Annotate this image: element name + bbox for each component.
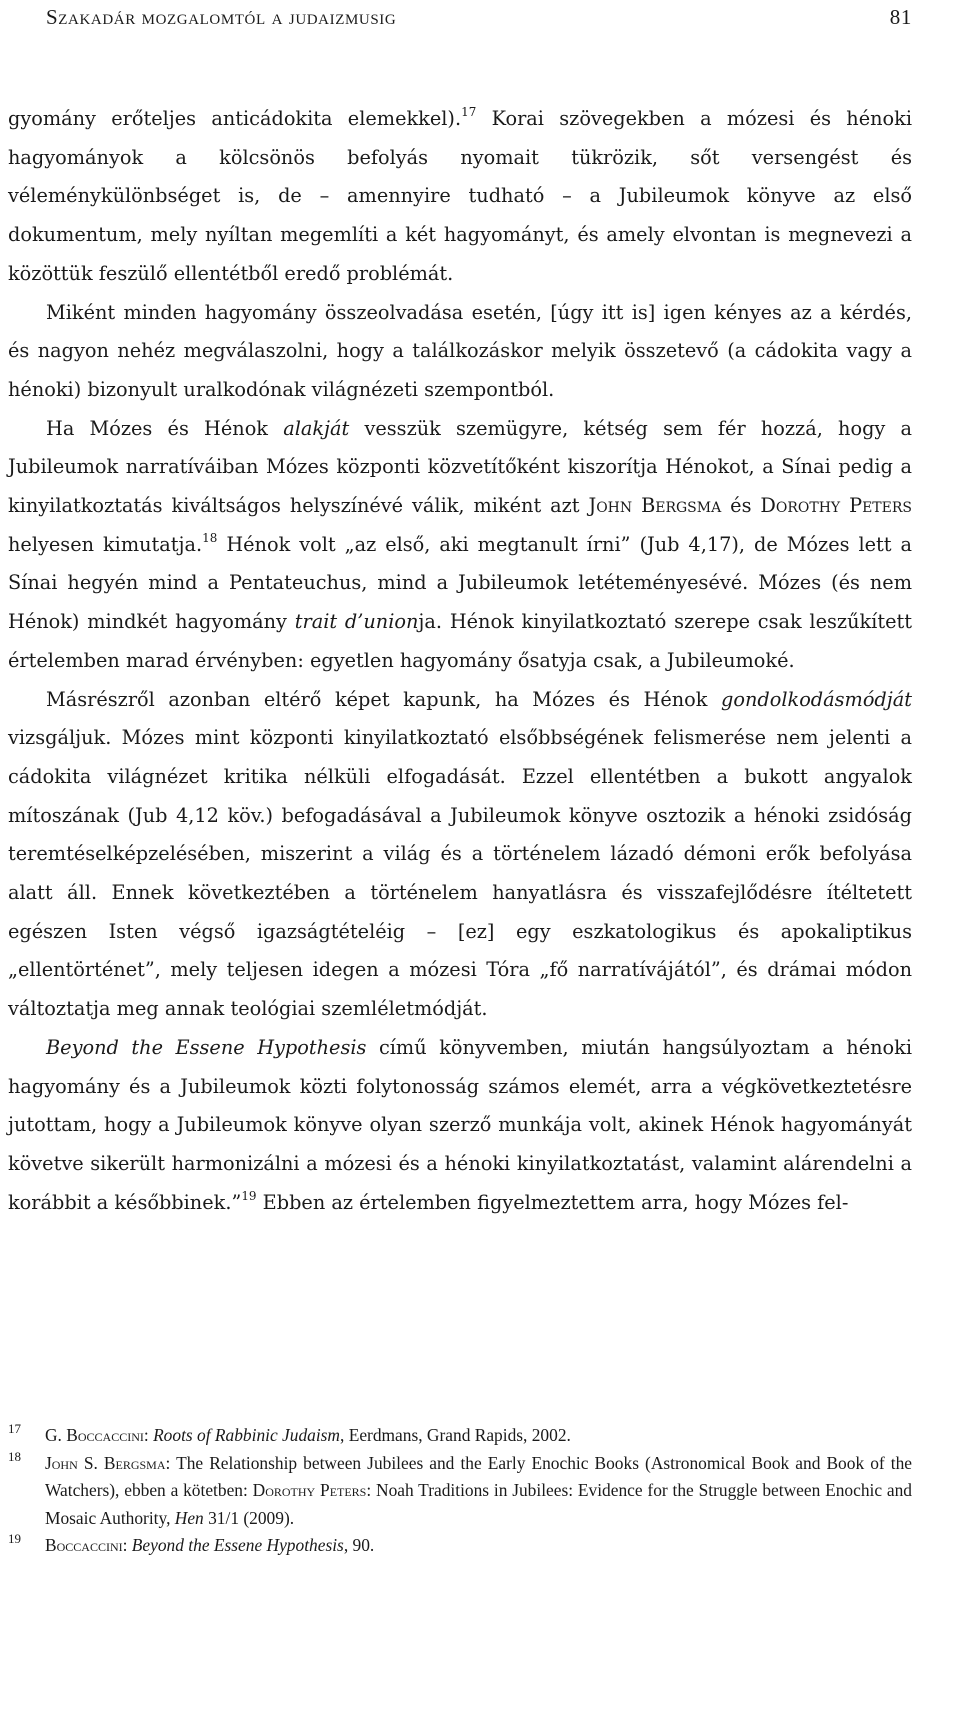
footnote-18: 18 John S. Bergsma: The Relationship between Jubilees and the Early Enochic Books (Astronomical Book and Book of the Watchers), ebben a kötetben: Dorothy Peters: Noah Traditions in Jubilees: Evidence for the Struggle between Enochic and Mosaic Authority, Hen 31/1 (2009). bbox=[8, 1450, 912, 1533]
running-head bbox=[46, 0, 912, 34]
running-title: Szakadár mozgalomtól a judaizmusig bbox=[46, 4, 397, 29]
paragraph-2: Miként minden hagyomány összeolvadása esetén, [úgy itt is] igen kényes az a kérdés, és nagyon nehéz megválaszolni, hogy a találkozáskor melyik összetevő (a cádokita vagy a hénoki) bizonyult uralkodónak világnézeti szempontból. bbox=[8, 300, 912, 401]
footnote-number: 18 bbox=[8, 1448, 21, 1464]
footnote-19: 19 Boccaccini: Beyond the Essene Hypothesis, 90. bbox=[8, 1532, 912, 1560]
page-number: 81 bbox=[889, 4, 912, 29]
footnote-ref-17[interactable]: 17 bbox=[461, 105, 477, 120]
footnotes bbox=[8, 1422, 912, 1560]
book-title: Beyond the Essene Hypothesis bbox=[46, 1035, 367, 1059]
paragraph-3: Ha Mózes és Hénok alakját vesszük szemügyre, kétség sem fér hozzá, hogy a Jubileumok narratíváiban Mózes központi közvetítőként kiszorítja Hénokot, a Sínai pedig a kinyilatkoztatás kiváltságos helyszínévé válik, miként azt John Bergsma és Dorothy Peters helyesen kimutatja.$^{18}$ Hénok volt „az első, aki megtanult írni” (Jub 4,17), de Mózes lett a Sínai hegyén mind a Pentateuchus, mind a Jubileumok letéteményesévé. Mózes (és nem Hénok) mindkét hagyomány trait d’unionja. Hénok kinyilatkoztató szerepe csak leszűkített értelemben marad érvényben: egyetlen hagyomány ősatyja csak, a Jubileumoké. bbox=[8, 416, 913, 672]
author-name: John Bergsma bbox=[588, 494, 722, 518]
author-name: Dorothy Peters bbox=[760, 494, 912, 518]
paragraph-5: Beyond the Essene Hypothesis című könyvemben, miután hangsúlyoztam a hénoki hagyomány és a Jubileumok közti folytonosság számos elemét, arra a végkövetkeztetésre jutottam, hogy a Jubileumok könyve olyan szerző munkája volt, akinek Hénok hagyományát követve sikerült harmonizálni a mózesi és a hénoki kinyilatkoztatást, valamint alárendelni a korábbit a későbbinek.”$^{19}$ Ebben az értelemben figyelmeztettem arra, hogy Mózes fel- bbox=[8, 1035, 912, 1214]
footnote-number: 19 bbox=[8, 1531, 21, 1546]
footnote-number: 17 bbox=[8, 1421, 21, 1436]
footnote-17: 17 G. Boccaccini: Roots of Rabbinic Judaism, Eerdmans, Grand Rapids, 2002. bbox=[8, 1422, 912, 1450]
footnote-ref-18[interactable]: 18 bbox=[202, 530, 218, 545]
body-text bbox=[8, 100, 912, 1222]
footnote-ref-19[interactable]: 19 bbox=[241, 1188, 257, 1203]
paragraph-1: gyomány erőteljes anticádokita elemekkel).$^{17}$ Korai szövegekben a mózesi és hénoki hagyományok a kölcsönös befolyás nyomait tükrözik, sőt versengést és véleménykülönbséget is, de – amennyire tudható – a Jubileumok könyve az első dokumentum, mely nyíltan megemlíti a két hagyományt, és amely elvontan is megnevezi a közöttük feszülő ellentétből eredő problémát. bbox=[8, 105, 913, 285]
paragraph-4: Másrészről azonban eltérő képet kapunk, ha Mózes és Hénok gondolkodásmódját vizsgáljuk. Mózes mint központi kinyilatkoztató elsőbbségének felismerése nem jelenti a cádokita világnézet kritika nélküli elfogadását. Ezzel ellentétben a bukott angyalok mítoszának (Jub 4,12 köv.) befogadásával a Jubileumok könyve osztozik a hénoki zsidóság teremtéselképzelésében, miszerint a világ és a történelem lázadó démoni erők befolyása alatt áll. Ennek következtében a történelem hanyatlásra és visszafejlődésre ítéltetett egészen Isten végső igazságtételéig – [ez] egy eszkatologikus és apokaliptikus „ellentörténet”, mely teljesen idegen a mózesi Tóra „fő narratívájától”, és drámai módon változtatja meg annak teológiai szemléletmódját. bbox=[8, 687, 912, 1021]
